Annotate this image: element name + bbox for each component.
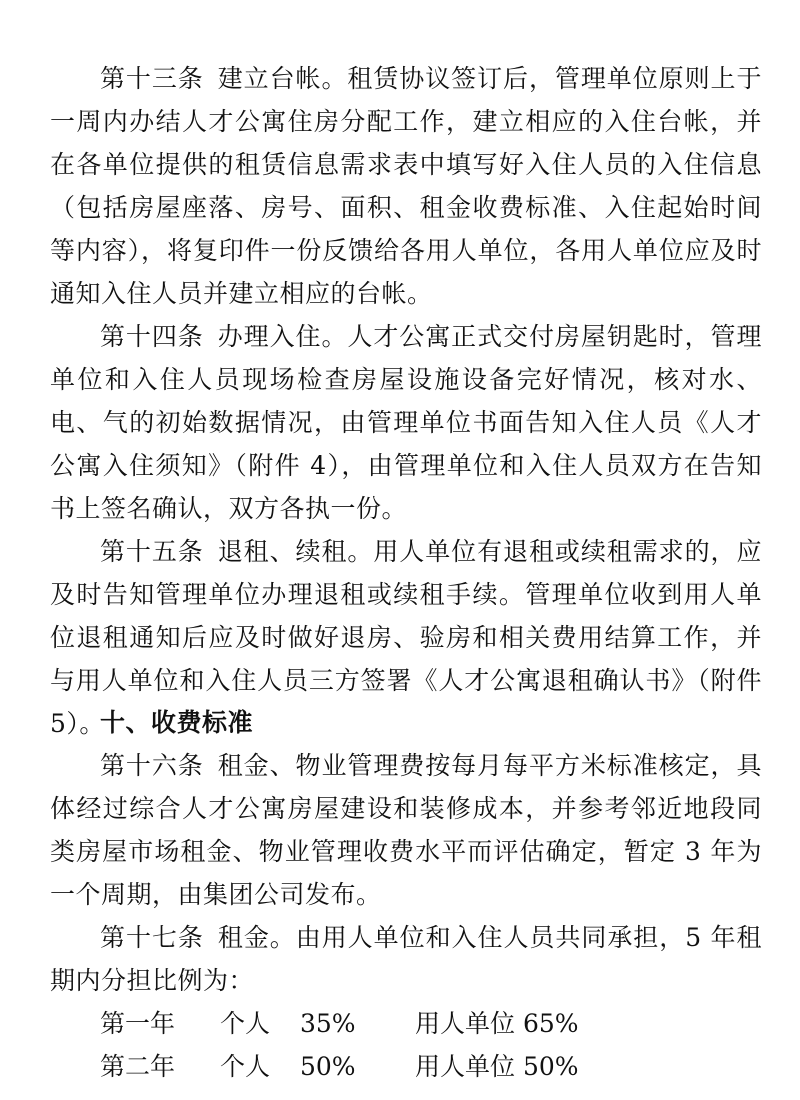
section-10-heading: 十、收费标准 <box>100 708 254 737</box>
ratio-person-percent: 35% <box>300 1009 356 1038</box>
article-17-title: 第十七条 <box>100 923 204 952</box>
ratio-year: 第一年 <box>100 1009 176 1038</box>
ratio-person-label: 个人 <box>220 1009 271 1038</box>
article-14-title: 第十四条 <box>100 322 204 351</box>
ratio-row-year-1 <box>100 1002 700 1045</box>
article-13-title: 第十三条 <box>100 64 204 93</box>
article-16-body: 租金、物业管理费按每月每平方米标准核定，具体经过综合人才公寓房屋建设和装修成本，并参考邻近地段同类房屋市场租金、物业管理收费水平而评估确定，暂定 3 年为一个周期，由集团公司发布。 <box>50 751 762 909</box>
article-16 <box>50 744 762 916</box>
ratio-unit-text: 用人单位 65% <box>415 1009 579 1038</box>
article-15-body: 退租、续租。用人单位有退租或续租需求的，应及时告知管理单位办理退租或续租手续。管理单位收到用人单位退租通知后应及时做好退房、验房和相关费用结算工作，并与用人单位和入住人员三方签署《人才公寓退租确认书》（附件 5）。 <box>50 537 762 738</box>
ratio-unit-text: 用人单位 50% <box>415 1052 579 1081</box>
article-17-body: 租金。由用人单位和入住人员共同承担，5 年租期内分担比例为： <box>50 923 762 995</box>
ratio-row-year-2 <box>100 1045 700 1088</box>
article-13 <box>50 57 762 315</box>
article-13-body: 建立台帐。租赁协议签订后，管理单位原则上于一周内办结人才公寓住房分配工作，建立相应的入住台帐，并在各单位提供的租赁信息需求表中填写好入住人员的入住信息（包括房屋座落、房号、面积、租金收费标准、入住起始时间等内容），将复印件一份反馈给各用人单位，各用人单位应及时通知入住人员并建立相应的台帐。 <box>50 64 762 308</box>
ratio-year: 第二年 <box>100 1052 176 1081</box>
ratio-person-label: 个人 <box>220 1052 271 1081</box>
article-14-body: 办理入住。人才公寓正式交付房屋钥匙时，管理单位和入住人员现场检查房屋设施设备完好情况，核对水、电、气的初始数据情况，由管理单位书面告知入住人员《人才公寓入住须知》（附件 4），由管理单位和入住人员双方在告知书上签名确认，双方各执一份。 <box>50 322 762 523</box>
article-17 <box>50 916 762 1002</box>
article-16-title: 第十六条 <box>100 751 204 780</box>
ratio-person-percent: 50% <box>300 1052 356 1081</box>
article-15-title: 第十五条 <box>100 537 204 566</box>
article-14 <box>50 315 762 530</box>
